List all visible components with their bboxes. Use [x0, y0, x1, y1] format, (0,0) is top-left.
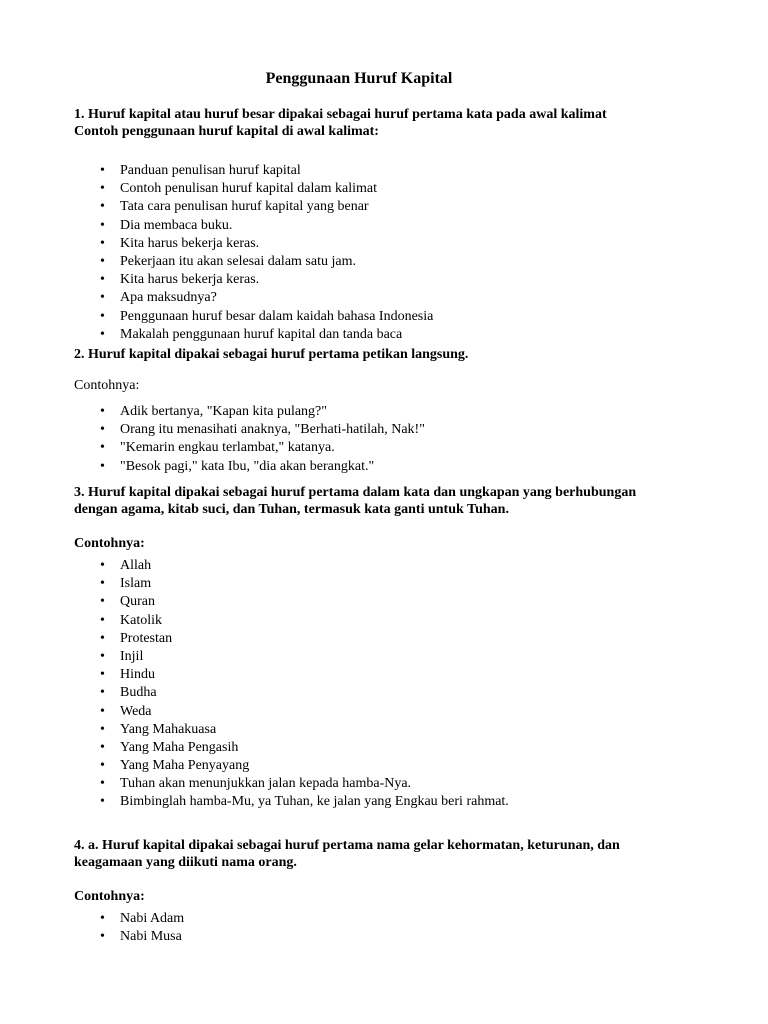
list-item: • Apa maksudnya? — [74, 289, 714, 307]
list-item: • Protestan — [74, 630, 714, 648]
section-3-example-label: Contohnya: — [74, 536, 145, 551]
section-1-heading-line-2: Contoh penggunaan huruf kapital di awal kalimat: — [74, 124, 379, 139]
list-item: • Injil — [74, 648, 714, 666]
list-item: • Tata cara penulisan huruf kapital yang benar — [74, 198, 714, 216]
section-4-heading-line-2: keagamaan yang diikuti nama orang. — [74, 855, 297, 870]
list-item: • Makalah penggunaan huruf kapital dan tanda baca — [74, 326, 714, 344]
section-2-example-label: Contohnya: — [74, 378, 140, 393]
section-1-list — [74, 162, 714, 344]
section-3-heading-line-1: 3. Huruf kapital dipakai sebagai huruf pertama dalam kata dan ungkapan yang berhubungan — [74, 485, 637, 500]
list-item: • Tuhan akan menunjukkan jalan kepada hamba-Nya. — [74, 775, 714, 793]
list-item: • Nabi Adam — [74, 910, 714, 928]
section-1 — [74, 106, 714, 344]
section-2 — [74, 346, 714, 476]
list-item: • Contoh penulisan huruf kapital dalam kalimat — [74, 180, 714, 198]
list-item: • Bimbinglah hamba-Mu, ya Tuhan, ke jalan yang Engkau beri rahmat. — [74, 793, 714, 811]
list-item: • Orang itu menasihati anaknya, "Berhati-hatilah, Nak!" — [74, 421, 714, 439]
section-1-heading-line-1: 1. Huruf kapital atau huruf besar dipakai sebagai huruf pertama kata pada awal kalimat — [74, 107, 607, 122]
list-item: • Allah — [74, 557, 714, 575]
section-4-list — [74, 910, 714, 946]
list-item: • Yang Mahakuasa — [74, 721, 714, 739]
list-item: • Pekerjaan itu akan selesai dalam satu jam. — [74, 253, 714, 271]
list-item: • Weda — [74, 703, 714, 721]
list-item: • "Besok pagi," kata Ibu, "dia akan berangkat." — [74, 458, 714, 476]
list-item: • Yang Maha Penyayang — [74, 757, 714, 775]
list-item: • Panduan penulisan huruf kapital — [74, 162, 714, 180]
section-4-heading-line-1: 4. a. Huruf kapital dipakai sebagai huruf pertama nama gelar kehormatan, keturunan, dan — [74, 838, 620, 853]
list-item: • Adik bertanya, "Kapan kita pulang?" — [74, 403, 714, 421]
list-item: • Dia membaca buku. — [74, 217, 714, 235]
list-item: • Budha — [74, 684, 714, 702]
section-2-list — [74, 403, 714, 476]
list-item: • Kita harus bekerja keras. — [74, 271, 714, 289]
list-item: • Kita harus bekerja keras. — [74, 235, 714, 253]
section-4-example-label: Contohnya: — [74, 889, 145, 904]
section-2-heading: 2. Huruf kapital dipakai sebagai huruf pertama petikan langsung. — [74, 347, 469, 362]
document-title: Penggunaan Huruf Kapital — [265, 70, 453, 87]
list-item: • Nabi Musa — [74, 928, 714, 946]
list-item: • "Kemarin engkau terlambat," katanya. — [74, 439, 714, 457]
list-item: • Katolik — [74, 612, 714, 630]
section-3 — [74, 484, 714, 812]
section-3-heading-line-2: dengan agama, kitab suci, dan Tuhan, termasuk kata ganti untuk Tuhan. — [74, 502, 509, 517]
list-item: • Quran — [74, 593, 714, 611]
section-3-list — [74, 557, 714, 812]
list-item: • Yang Maha Pengasih — [74, 739, 714, 757]
section-4 — [74, 837, 714, 946]
list-item: • Islam — [74, 575, 714, 593]
list-item: • Penggunaan huruf besar dalam kaidah bahasa Indonesia — [74, 308, 714, 326]
list-item: • Hindu — [74, 666, 714, 684]
